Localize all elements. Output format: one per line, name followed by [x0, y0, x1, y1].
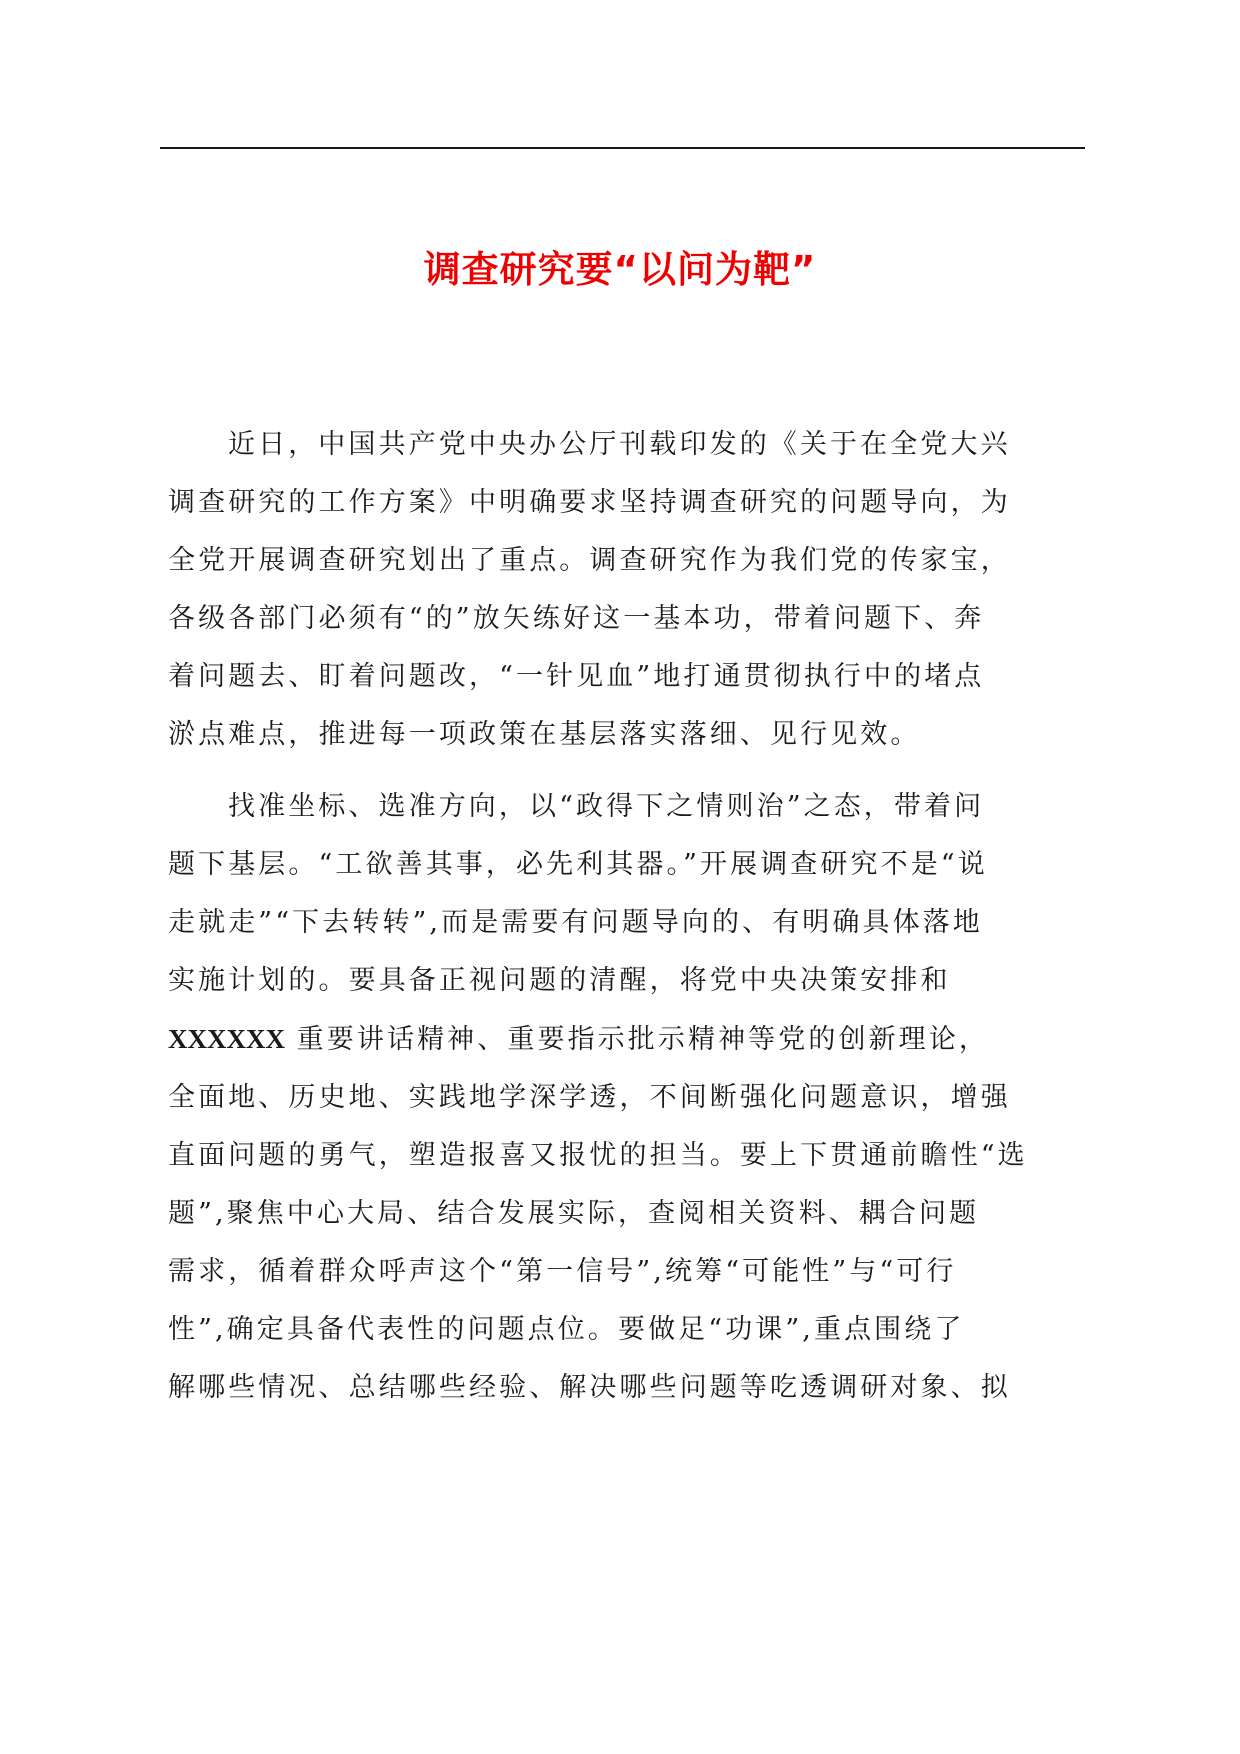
text-run: 重要讲话精神、重要指示批示精神等党的创新理论， — [285, 1024, 989, 1055]
text-line: 实施计划的。要具备正视问题的清醒，将党中央决策安排和 — [168, 965, 951, 996]
text-line: 着问题去、盯着问题改，“一针见血”地打通贯彻执行中的堵点 — [168, 661, 985, 692]
text-line: 性”,确定具备代表性的问题点位。要做足“功课”,重点围绕了 — [168, 1314, 965, 1345]
text-line: 题”,聚焦中心大局、结合发展实际，查阅相关资料、耦合问题 — [168, 1198, 980, 1229]
text-line: 解哪些情况、总结哪些经验、解决哪些问题等吃透调研对象、拟 — [168, 1372, 1011, 1403]
paragraph-1 — [168, 416, 1080, 764]
document-title: 调查研究要“以问为靶” — [423, 248, 817, 291]
text-line: 近日，中国共产党中央办公厅刊载印发的《关于在全党大兴 — [228, 429, 1011, 460]
text-line: 题下基层。“工欲善其事，必先利其器。”开展调查研究不是“说 — [168, 849, 988, 880]
text-line: 需求，循着群众呼声这个“第一信号”,统筹“可能性”与“可行 — [168, 1256, 957, 1287]
text-line: 全党开展调查研究划出了重点。调查研究作为我们党的传家宝， — [168, 545, 1011, 576]
text-line: 全面地、历史地、实践地学深学透，不间断强化问题意识，增强 — [168, 1082, 1011, 1113]
redacted-name: XXXXXX — [168, 1024, 285, 1054]
paragraph-2 — [168, 778, 1080, 1417]
document-body — [168, 416, 1080, 1417]
text-line — [168, 1010, 1080, 1069]
text-line: 淤点难点，推进每一项政策在基层落实落细、见行见效。 — [168, 719, 921, 750]
text-line: 调查研究的工作方案》中明确要求坚持调查研究的问题导向，为 — [168, 487, 1011, 518]
header-rule — [160, 147, 1085, 149]
text-line: 各级各部门必须有“的”放矢练好这一基本功，带着问题下、奔 — [168, 603, 985, 634]
text-line: 找准坐标、选准方向，以“政得下之情则治”之态，带着问 — [228, 791, 985, 822]
text-line: 走就走”“下去转转”,而是需要有问题导向的、有明确具体落地 — [168, 907, 983, 938]
text-line: 直面问题的勇气，塑造报喜又报忧的担当。要上下贯通前瞻性“选 — [168, 1140, 1028, 1171]
